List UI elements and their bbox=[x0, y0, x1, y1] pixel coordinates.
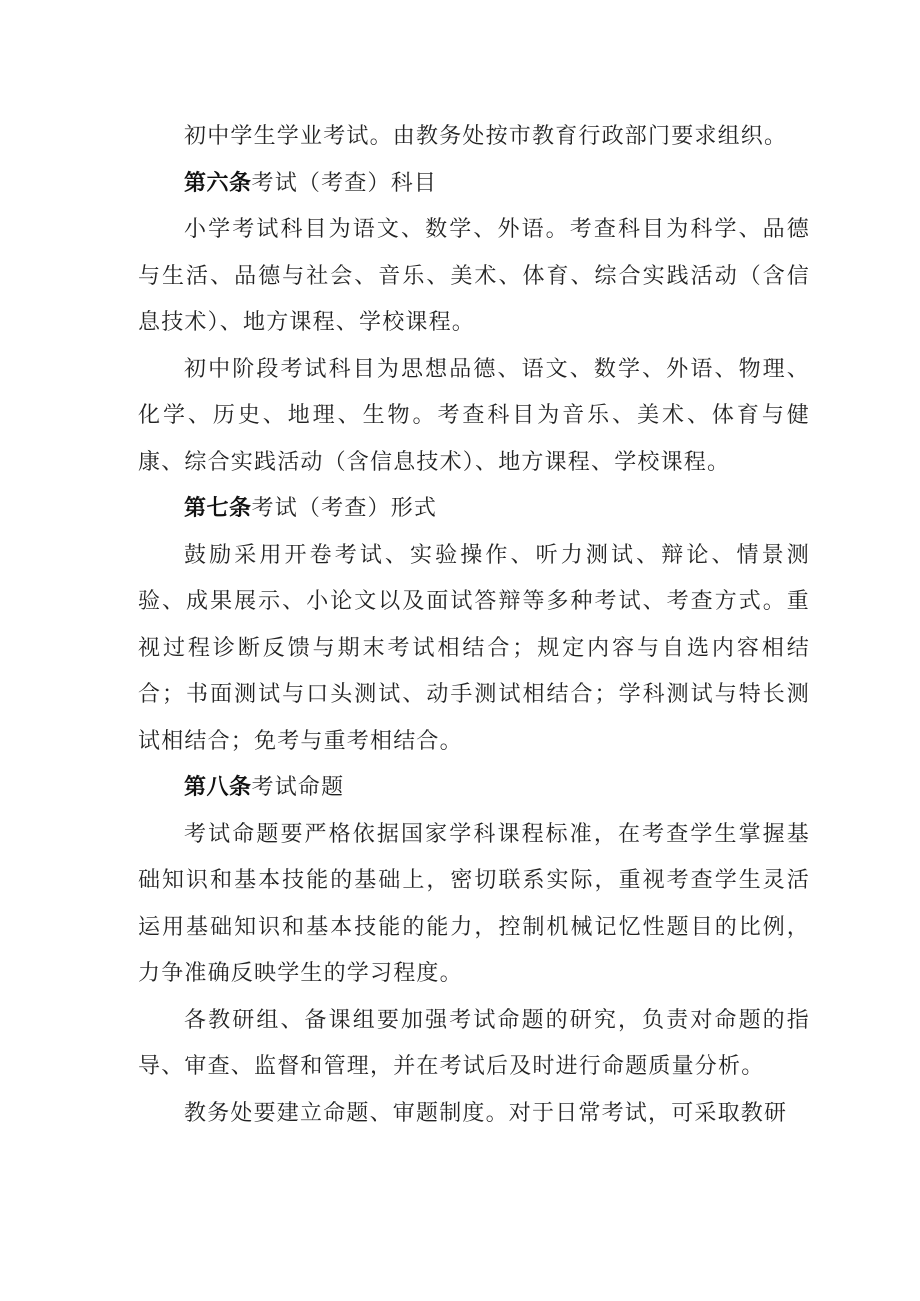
article-6-paragraph-2: 初中阶段考试科目为思想品德、语文、数学、外语、物理、化学、历史、地理、生物。考查科目为音乐、美术、体育与健康、综合实践活动（含信息技术）、地方课程、学校课程。 bbox=[138, 356, 810, 475]
article-8-paragraph-1: 考试命题要严格依据国家学科课程标准，在考查学生掌握基础知识和基本技能的基础上，密切联系实际，重视考查学生灵活运用基础知识和基本技能的能力，控制机械记忆性题目的比例，力争准确反映学生的学习程度。 bbox=[138, 821, 810, 986]
article-7-title: 考试（考查）形式 bbox=[251, 496, 438, 521]
article-6-number: 第六条 bbox=[184, 170, 252, 196]
article-8-number: 第八条 bbox=[184, 775, 252, 800]
article-8-heading bbox=[138, 765, 810, 812]
document-body bbox=[138, 114, 810, 1137]
article-7-heading bbox=[138, 486, 810, 533]
article-6-title: 考试（考查）科目 bbox=[251, 170, 438, 196]
article-8-title: 考试命题 bbox=[251, 775, 345, 800]
paragraph-intro: 初中学生学业考试。由教务处按市教育行政部门要求组织。 bbox=[184, 124, 788, 149]
article-7-number: 第七条 bbox=[184, 496, 252, 521]
article-7-paragraph-1: 鼓励采用开卷考试、实验操作、听力测试、辩论、情景测验、成果展示、小论文以及面试答辩等多种考试、考查方式。重视过程诊断反馈与期末考试相结合；规定内容与自选内容相结合；书面测试与口头测试、动手测试相结合；学科测试与特长测试相结合；免考与重考相结合。 bbox=[138, 542, 810, 754]
article-6-heading bbox=[138, 161, 810, 208]
article-6-paragraph-1: 小学考试科目为语文、数学、外语。考查科目为科学、品德与生活、品德与社会、音乐、美术、体育、综合实践活动（含信息技术）、地方课程、学校课程。 bbox=[138, 217, 810, 335]
article-8-paragraph-3: 教务处要建立命题、审题制度。对于日常考试，可采取教研 bbox=[184, 1100, 788, 1126]
article-8-paragraph-2: 各教研组、备课组要加强考试命题的研究，负责对命题的指导、审查、监督和管理，并在考试后及时进行命题质量分析。 bbox=[138, 1007, 810, 1079]
